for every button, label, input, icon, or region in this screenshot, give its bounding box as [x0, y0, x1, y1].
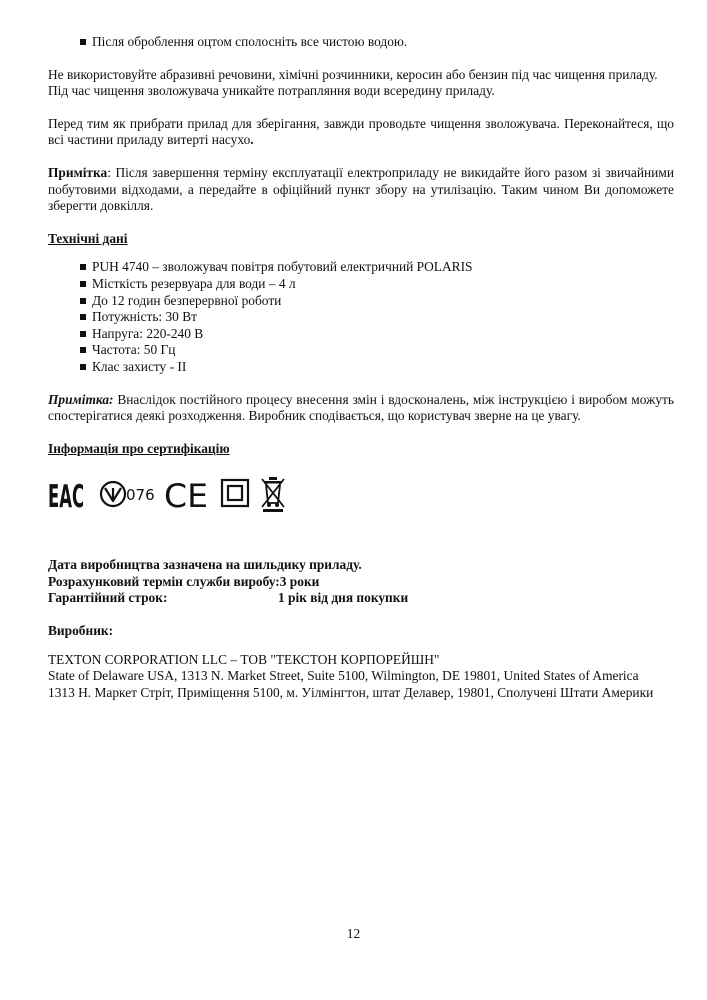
list-item: Напруга: 220-240 В [78, 326, 674, 343]
svg-text:076: 076 [126, 486, 155, 505]
note-label: Примітка: [48, 391, 114, 407]
weee-crossed-bin-icon [260, 475, 286, 513]
warranty-label: Гарантійний строк: [48, 590, 168, 606]
tech-specs-list [48, 259, 674, 375]
svg-text:EAC: EAC [48, 479, 84, 516]
list-item: Частота: 50 Гц [78, 342, 674, 359]
manufacturer-address-en: State of Delaware USA, 1313 N. Market Street, Suite 5100, Wilmington, DE 19801, United States of America [48, 668, 639, 684]
paragraph-storage: Перед тим як прибрати прилад для зберігання, завжди проводьте чищення зволожувача. Переконайтеся, що всі частини приладу витерті насухо. [48, 115, 674, 148]
list-item: PUH 4740 – зволожувач повітря побутовий електричний POLARIS [78, 259, 674, 276]
paragraph-cleaning-warning-1: Не використовуйте абразивні речовини, хімічні розчинники, керосин або бензин під час чищення приладу. [48, 66, 658, 82]
eac-mark-icon [48, 477, 86, 516]
warranty-row [48, 590, 674, 607]
tech-specs-heading: Технічні дані [48, 230, 128, 246]
certification-marks [48, 471, 674, 517]
paragraph-cleaning-warning-2: Під час чищення зволожувача уникайте потрапляння води всередину приладу. [48, 83, 495, 99]
list-item: До 12 годин безперервної роботи [78, 293, 674, 310]
note-disposal: Примітка: Після завершення терміну експлуатації електроприладу не викидайте його разом зі звичайними побутовими відходами, а передайте в офіційний пункт збору на утилізацію. Таким чином Ви допоможете зберегти довкілля. [48, 164, 674, 214]
warranty-value: 1 рік від дня покупки [278, 590, 409, 606]
note-changes: Примітка: Внаслідок постійного процесу внесення змін і вдосконалень, між інструкцією і виробом можуть спостерігатися деякі розходження. Виробник сподівається, що користувач зверне на це увагу. [48, 391, 674, 424]
manufacturer-address-ua: 1313 Н. Маркет Стріт, Приміщення 5100, м. Уілмінгтон, штат Делавер, 19801, Сполучені Штати Америки [48, 684, 654, 700]
production-date-line: Дата виробництва зазначена на шильдику приладу. [48, 557, 362, 573]
document-page [48, 34, 674, 701]
note-label: Примітка [48, 164, 108, 180]
svg-text:CE: CE [164, 477, 208, 516]
list-item: Клас захисту - II [78, 359, 674, 376]
list-item: Потужність: 30 Вт [78, 309, 674, 326]
list-item: Після оброблення оцтом сполосніть все чистою водою. [78, 34, 674, 51]
certification-heading: Інформація про сертифікацію [48, 440, 230, 456]
manufacturer-heading: Виробник: [48, 623, 114, 639]
page-number: 12 [346, 926, 361, 941]
double-insulation-icon [220, 477, 250, 511]
ce-mark-icon [164, 477, 210, 516]
ua-conformity-mark-icon [98, 477, 158, 511]
intro-bullet-list [48, 34, 674, 51]
manufacturer-name: TEXTON CORPORATION LLC – ТОВ "ТЕКСТОН КОРПОРЕЙШН" [48, 651, 440, 667]
service-life-line: Розрахунковий термін служби виробу:3 роки [48, 573, 320, 589]
list-item: Місткість резервуара для води – 4 л [78, 276, 674, 293]
